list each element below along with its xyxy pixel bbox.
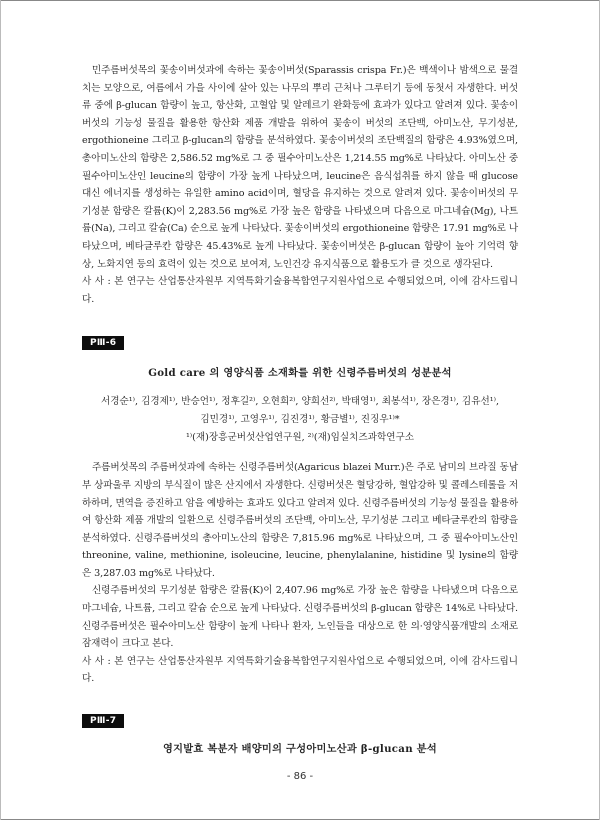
abstract-title-gold-care: Gold care 의 영양식품 소재화를 위한 신령주름버섯의 성분분석 xyxy=(148,367,452,380)
abstract-badge-p3-7 xyxy=(82,708,518,728)
badge-label: PⅢ-6 xyxy=(82,336,124,350)
author-list-line-1: 서경순¹⁾, 김경제¹⁾, 반승언¹⁾, 정후길²⁾, 오현희²⁾, 양희선²⁾, 박태영¹⁾, 최봉석¹⁾, 장은경¹⁾, 김유선¹⁾, xyxy=(101,396,499,408)
page-border-left xyxy=(0,0,1,820)
affiliation: ¹⁾(재)장흥군버섯산업연구원, ²⁾(재)임실치즈과학연구소 xyxy=(185,432,415,444)
abstract-title-ganoderma: 영지발효 복분자 배양미의 구성아미노산과 β-glucan 분석 xyxy=(162,743,438,756)
abstract-paragraph-agaricus-2: 신령주름버섯의 무기성분 함량은 칼륨(K)이 2,407.96 mg%로 가장 높은 함량을 나타냈으며 다음으로 마그네슘, 나트륨, 그리고 칼슘 순으로 높게 나타났다. 신령주름버섯의 β-glucan 함량은 14%로 나타났다. 신령주름버섯은 필수아미노산 함량이 높게 나타나 환자, 노인들을 대상으로 한 의·영양식품개발의 소재로 잠재력이 크다고 본다. xyxy=(82,585,518,650)
acknowledgement-agaricus: 사 사 : 본 연구는 산업통산자원부 지역특화기술융복합연구지원사업으로 수행되었으며, 이에 감사드립니다. xyxy=(82,655,518,685)
abstract-paragraph-sparassis: 민주름버섯목의 꽃송이버섯과에 속하는 꽃송이버섯(Sparassis crispa Fr.)은 백색이나 밤색으로 물결치는 모양으로, 여름에서 가을 사이에 살아 있는 나무의 뿌리 근처나 그루터기 등에 동첫서 자생한다. 버섯류 중에 β-glucan 함량이 높고, 항산화, 고혈압 및 알레르기 완화등에 효과가 있다고 알려져 있다. 꽃송이 버섯의 기능성 물질을 활용한 항산화 제품 개발을 위하여 꽃송이 버섯의 조단백, 아미노산, 무기성분, ergothioneine 그리고 β-glucan의 함량을 분석하였다. 꽃송이버섯의 조단백질의 함량은 4.93%였으며, 총아미노산의 함량은 2,586.52 mg%로 그 중 필수아미노산은 1,214.55 mg%로 나타났다. 아미노산 중 필수아미노산인 leucine의 함량이 가장 높게 나타났으며, leucine은 음식섭취를 하지 않을 때 glucose 대신 에너지를 생성하는 유일한 amino acid이며, 혈당을 유지하는 것으로 알려져 있다. 꽃송이버섯의 무기성분 함량은 칼륨(K)이 2,283.56 mg%로 가장 높은 함량을 나타냈으며 다음으로 마그네슘(Mg), 나트륨(Na), 그리고 칼슘(Ca) 순으로 높게 나타났다. 꽃송이버섯의 ergothioneine 함량은 17.91 mg%로 나타났으며, 베타글루칸 함량은 45.43%로 높게 나타났다. 꽃송이버섯은 β-glucan 함량이 높아 기억력 향상, 노화지연 등의 효력이 있는 것으로 보여져, 노인건강 유지식품으로 활용도가 클 것으로 생각된다. xyxy=(82,65,518,270)
page-border-top xyxy=(0,0,600,1)
acknowledgement-sparassis: 사 사 : 본 연구는 산업통산자원부 지역특화기술융복합연구지원사업으로 수행되었으며, 이에 감사드립니다. xyxy=(82,276,518,305)
page-content xyxy=(82,62,518,755)
abstract-paragraph-agaricus-1: 주름버섯목의 주름버섯과에 속하는 신령주름버섯(Agaricus blazei Murr.)은 주로 남미의 브라질 동남부 상파울루 지방의 부식질이 많은 산지에서 자생한다. 신령버섯은 혈당강하, 혈압강하 및 콜레스테롤을 저하하며, 면역을 증진하고 암을 예방하는 효과도 있다고 알려져 있다. 신령주름버섯의 기능성 물질을 활용하여 항산화 제품 개발의 일환으로 신령주름버섯의 조단백, 아미노산, 무기성분 그리고 베타글루칸의 함량을 분석하였다. 신령주름버섯의 총아미노산의 함량은 7,815.96 mg%로 나타났으며, 그 중 필수아미노산인 threonine, valine, methionine, isoleucine, leucine, phenylalanine, histidine 및 lysine의 함량은 3,287.03 mg%로 나타났다. xyxy=(82,462,518,579)
author-list-line-2: 김민경¹⁾, 고영우¹⁾, 김진경¹⁾, 황금별¹⁾, 진징우¹⁾* xyxy=(200,414,400,426)
badge-label: PⅢ-7 xyxy=(82,714,124,728)
abstract-badge-p3-6 xyxy=(82,330,518,350)
page-number: - 86 - xyxy=(286,771,314,782)
